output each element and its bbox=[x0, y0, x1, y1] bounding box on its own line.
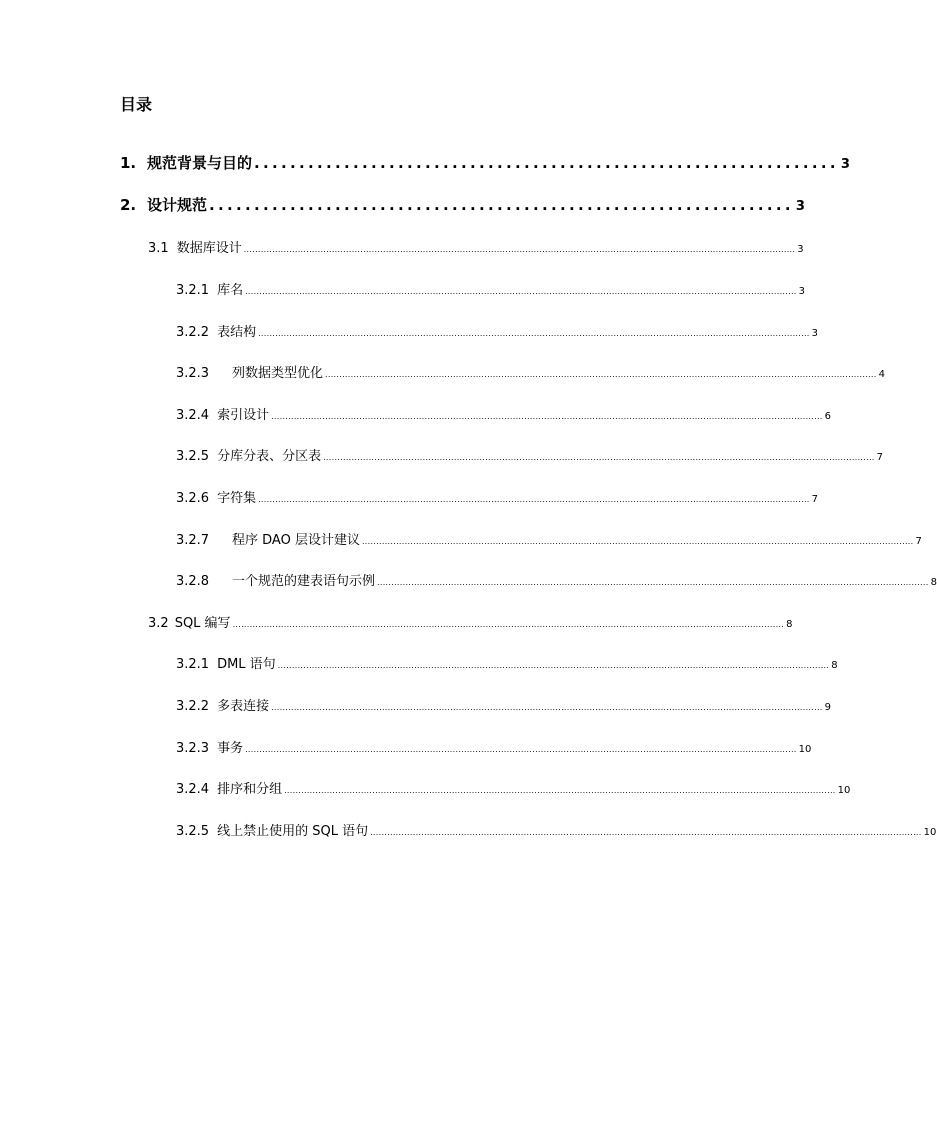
toc-entry-page: 7 bbox=[811, 494, 819, 505]
toc-entry-page: 7 bbox=[915, 536, 922, 547]
toc-dot-leader: .................................................................................................................................................................................................. bbox=[258, 495, 810, 504]
toc-entry-number: 3.2.2 bbox=[176, 699, 210, 714]
toc-entry-title: 库名 bbox=[217, 283, 244, 298]
toc-dot-leader: .................................................................................................................................................................................................. bbox=[245, 287, 797, 296]
toc-entry-title: 设计规范 bbox=[147, 196, 208, 214]
toc-entry-page: 3 bbox=[798, 286, 806, 297]
toc-entry-number: 3.2.5 bbox=[176, 449, 210, 464]
toc-entry-number: 3.2.4 bbox=[176, 782, 210, 797]
toc-dot-leader: .................................................................................................................................................................................................. bbox=[284, 786, 836, 795]
toc-dot-leader: .................................................................................................................................................................................................. bbox=[277, 661, 830, 670]
toc-entry-title: 程序 DAO 层设计建议 bbox=[232, 533, 360, 548]
toc-entry[interactable] bbox=[120, 152, 850, 174]
toc-dot-leader: .................................................................................................................................................................................................. bbox=[271, 703, 823, 712]
toc-dot-leader: .................................................................................................................................................................................................. bbox=[243, 245, 796, 254]
toc-entry-page: 3 bbox=[797, 244, 804, 255]
toc-entry-title: 表结构 bbox=[217, 325, 257, 340]
toc-entry[interactable] bbox=[176, 487, 819, 506]
toc-entry[interactable] bbox=[148, 612, 793, 631]
toc-entry[interactable] bbox=[176, 778, 851, 797]
toc-dot-leader: ................................................................. bbox=[254, 154, 839, 172]
toc-entry[interactable] bbox=[176, 445, 884, 464]
toc-entry-title: 数据库设计 bbox=[176, 241, 242, 256]
toc-entry-number: 3.2.1 bbox=[176, 657, 210, 672]
toc-entry-title: 索引设计 bbox=[217, 408, 270, 423]
toc-entry-number: 3.2.2 bbox=[176, 325, 210, 340]
toc-entry[interactable] bbox=[176, 362, 885, 381]
toc-entry-page: 10 bbox=[798, 744, 812, 755]
toc-entry-number: 3.2.7 bbox=[176, 533, 210, 548]
toc-entry-number: 3.2.1 bbox=[176, 283, 210, 298]
toc-entry-page: 4 bbox=[878, 369, 885, 380]
toc-entry[interactable] bbox=[148, 237, 804, 256]
toc-entry[interactable] bbox=[176, 404, 832, 423]
toc-entry-title: 多表连接 bbox=[217, 699, 270, 714]
toc-dot-leader: .................................................................................................................................................................................................. bbox=[271, 412, 823, 421]
toc-entry-page: 6 bbox=[824, 411, 832, 422]
toc-entry-title: 排序和分组 bbox=[217, 782, 283, 797]
toc-entry-title: 分库分表、分区表 bbox=[217, 449, 322, 464]
toc-dot-leader: .................................................................................................................................................................................................. bbox=[232, 620, 785, 629]
toc-entry-number: 2. bbox=[120, 196, 137, 214]
toc-entry-number: 3.2.5 bbox=[176, 824, 210, 839]
toc-entry-page: 8 bbox=[786, 619, 793, 630]
toc-entry-title: SQL 编写 bbox=[174, 616, 231, 631]
toc-entry-number: 3.1 bbox=[148, 241, 169, 256]
toc-dot-leader: .................................................................................................................................................................................................. bbox=[361, 537, 914, 546]
toc-entry-page: 8 bbox=[831, 660, 838, 671]
toc-entry-title: 一个规范的建表语句示例 bbox=[232, 574, 376, 589]
toc-dot-leader: .................................................................................................................................................................................................. bbox=[323, 453, 875, 462]
toc-entry-page: 10 bbox=[837, 785, 851, 796]
toc-dot-leader: ................................................................. bbox=[209, 196, 794, 214]
toc-entry-page: 3 bbox=[840, 157, 850, 172]
toc-entry-number: 3.2.8 bbox=[176, 574, 210, 589]
toc-entry[interactable] bbox=[176, 820, 937, 839]
toc-dot-leader: .................................................................................................................................................................................................. bbox=[325, 370, 877, 379]
toc-entry-page: 7 bbox=[876, 452, 884, 463]
toc-entry-number: 3.2 bbox=[148, 616, 169, 631]
toc-entry-number: 3.2.3 bbox=[176, 741, 210, 756]
toc-entry[interactable] bbox=[176, 279, 806, 298]
toc-entry-page: 9 bbox=[824, 702, 832, 713]
toc-entry[interactable] bbox=[176, 321, 819, 340]
toc-entry-page: 10 bbox=[923, 827, 937, 838]
toc-entry-page: 3 bbox=[811, 328, 819, 339]
toc-dot-leader: .................................................................................................................................................................................................. bbox=[370, 828, 922, 837]
toc-entry-title: 列数据类型优化 bbox=[232, 366, 324, 381]
toc-entry[interactable] bbox=[176, 737, 812, 756]
toc-entry[interactable] bbox=[176, 653, 838, 672]
toc-entry-number: 3.2.6 bbox=[176, 491, 210, 506]
toc-dot-leader: .................................................................................................................................................................................................. bbox=[245, 745, 797, 754]
toc-entry-page: 8 bbox=[930, 577, 937, 588]
toc-entry-page: 3 bbox=[795, 199, 805, 214]
toc-entry-number: 1. bbox=[120, 154, 137, 172]
toc-entry-title: 线上禁止使用的 SQL 语句 bbox=[217, 824, 369, 839]
toc-entry[interactable] bbox=[176, 570, 937, 589]
toc-entry-title: 事务 bbox=[217, 741, 244, 756]
toc-dot-leader: .................................................................................................................................................................................................. bbox=[258, 329, 810, 338]
toc-entry-number: 3.2.4 bbox=[176, 408, 210, 423]
toc-entry[interactable] bbox=[176, 695, 832, 714]
toc-title: 目录 bbox=[120, 95, 153, 114]
toc-entry[interactable] bbox=[120, 194, 805, 216]
toc-entry-number: 3.2.3 bbox=[176, 366, 210, 381]
toc-entry-title: DML 语句 bbox=[217, 657, 276, 672]
toc-entry-title: 规范背景与目的 bbox=[147, 154, 253, 172]
toc-entry[interactable] bbox=[176, 529, 922, 548]
toc-dot-leader: .................................................................................................................................................................................................. bbox=[377, 578, 929, 587]
toc-entry-title: 字符集 bbox=[217, 491, 257, 506]
